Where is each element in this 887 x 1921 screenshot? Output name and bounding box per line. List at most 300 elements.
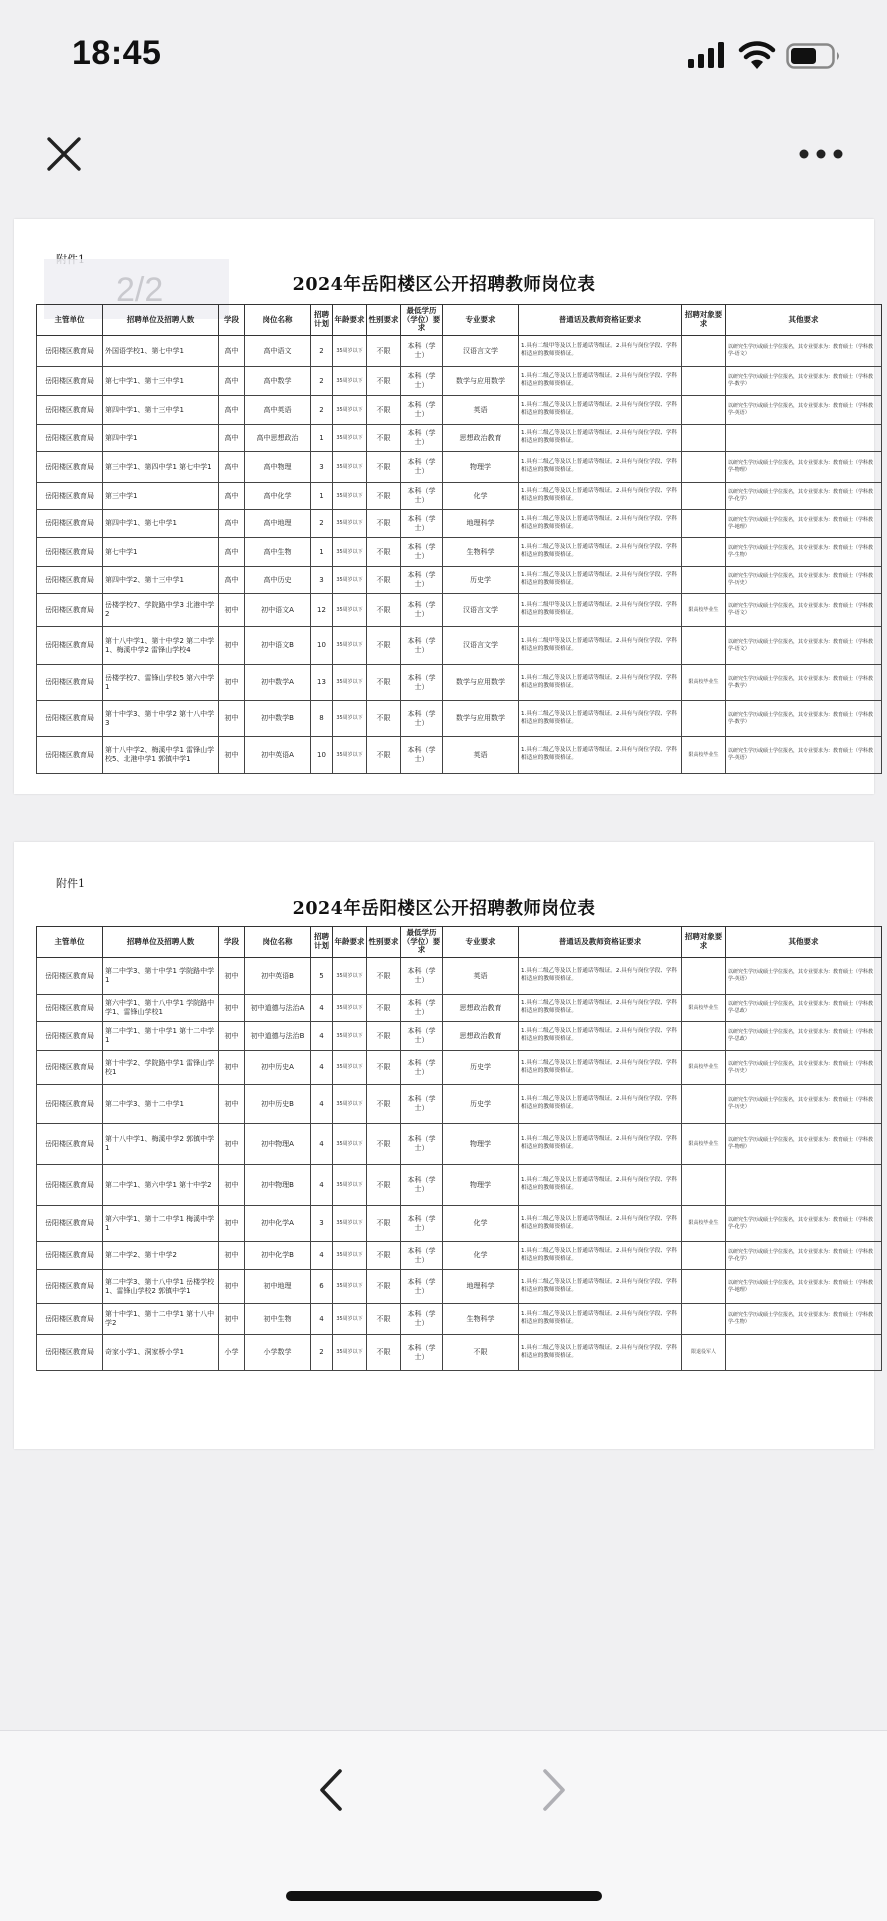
cell-quota: 4 <box>311 1051 333 1085</box>
cell-target: 限高校毕业生 <box>682 594 726 627</box>
column-header: 专业要求 <box>443 927 519 958</box>
cell-other: 以研究生学历或硕士学位报名，其专业要求为：教育硕士（学科教学-语文） <box>726 594 882 627</box>
cell-authority: 岳阳楼区教育局 <box>37 538 103 567</box>
cell-school: 岳楼学校7、学院路中学3 北港中学2 <box>103 594 219 627</box>
column-header: 最低学历（学位）要求 <box>401 927 443 958</box>
cell-education: 本科（学士） <box>401 336 443 367</box>
cell-other <box>726 425 882 452</box>
cell-certificate: 1.具有二级乙等及以上普通话等级证。2.具有与岗位学段、学科相适应的教师资格证。 <box>519 701 682 737</box>
cell-authority: 岳阳楼区教育局 <box>37 1206 103 1242</box>
cell-target <box>682 1165 726 1206</box>
cell-education: 本科（学士） <box>401 510 443 538</box>
cell-certificate: 1.具有二级乙等及以上普通话等级证。2.具有与岗位学段、学科相适应的教师资格证。 <box>519 538 682 567</box>
cell-age: 35周岁以下 <box>333 1270 367 1304</box>
cell-position: 高中化学 <box>245 483 311 510</box>
cell-certificate: 1.具有二级乙等及以上普通话等级证。2.具有与岗位学段、学科相适应的教师资格证。 <box>519 367 682 396</box>
cell-position: 高中语文 <box>245 336 311 367</box>
cell-education: 本科（学士） <box>401 737 443 774</box>
column-header: 招聘对象要求 <box>682 305 726 336</box>
annex-label: 附件1 <box>56 877 85 890</box>
column-header: 招聘对象要求 <box>682 927 726 958</box>
table-row <box>37 1165 882 1206</box>
cell-age: 35周岁以下 <box>333 1206 367 1242</box>
cell-position: 初中道德与法治A <box>245 995 311 1022</box>
cell-education: 本科（学士） <box>401 1206 443 1242</box>
cell-gender: 不限 <box>367 367 401 396</box>
cell-school: 第二中学2、第十中学2 <box>103 1242 219 1270</box>
table-row <box>37 737 882 774</box>
cell-education: 本科（学士） <box>401 665 443 701</box>
cell-certificate: 1.具有二级乙等及以上普通话等级证。2.具有与岗位学段、学科相适应的教师资格证。 <box>519 1304 682 1335</box>
cell-stage: 初中 <box>219 1206 245 1242</box>
cell-quota: 3 <box>311 567 333 594</box>
cell-major: 历史学 <box>443 567 519 594</box>
cell-target <box>682 1270 726 1304</box>
cell-position: 初中生物 <box>245 1304 311 1335</box>
cell-education: 本科（学士） <box>401 1304 443 1335</box>
cell-age: 35周岁以下 <box>333 538 367 567</box>
cell-authority: 岳阳楼区教育局 <box>37 567 103 594</box>
cell-gender: 不限 <box>367 396 401 425</box>
cell-stage: 高中 <box>219 510 245 538</box>
cell-school: 第十中学3、第十中学2 第十八中学3 <box>103 701 219 737</box>
cell-target <box>682 538 726 567</box>
cell-quota: 13 <box>311 665 333 701</box>
cell-target <box>682 425 726 452</box>
cell-education: 本科（学士） <box>401 452 443 483</box>
cell-school: 第四中学1、第七中学1 <box>103 510 219 538</box>
cell-certificate: 1.具有二级乙等及以上普通话等级证。2.具有与岗位学段、学科相适应的教师资格证。 <box>519 510 682 538</box>
cell-school: 外国语学校1、第七中学1 <box>103 336 219 367</box>
cell-quota: 2 <box>311 510 333 538</box>
column-header: 招聘计划 <box>311 927 333 958</box>
cell-target <box>682 701 726 737</box>
cell-other: 以研究生学历或硕士学位报名，其专业要求为：教育硕士（学科教学-历史） <box>726 1051 882 1085</box>
table-row <box>37 701 882 737</box>
cell-position: 初中语文A <box>245 594 311 627</box>
column-header: 普通话及教师资格证要求 <box>519 305 682 336</box>
cell-other: 以研究生学历或硕士学位报名，其专业要求为：教育硕士（学科教学-数学） <box>726 665 882 701</box>
cell-gender: 不限 <box>367 1022 401 1051</box>
column-header: 最低学历（学位）要求 <box>401 305 443 336</box>
cell-target: 限高校毕业生 <box>682 1206 726 1242</box>
cell-stage: 初中 <box>219 995 245 1022</box>
cell-authority: 岳阳楼区教育局 <box>37 1165 103 1206</box>
cell-major: 数学与应用数学 <box>443 665 519 701</box>
cell-quota: 4 <box>311 1242 333 1270</box>
table-row <box>37 396 882 425</box>
cell-education: 本科（学士） <box>401 1022 443 1051</box>
cell-quota: 4 <box>311 1124 333 1165</box>
cell-major: 思想政治教育 <box>443 995 519 1022</box>
cell-other: 以研究生学历或硕士学位报名，其专业要求为：教育硕士（学科教学-英语） <box>726 958 882 995</box>
cell-quota: 3 <box>311 1206 333 1242</box>
cell-authority: 岳阳楼区教育局 <box>37 483 103 510</box>
cell-age: 35周岁以下 <box>333 995 367 1022</box>
cell-target <box>682 1304 726 1335</box>
cell-major: 数学与应用数学 <box>443 367 519 396</box>
table-header-row <box>37 305 882 336</box>
page-indicator-text: 2/2 <box>116 271 164 309</box>
cell-education: 本科（学士） <box>401 958 443 995</box>
cell-other: 以研究生学历或硕士学位报名，其专业要求为：教育硕士（学科教学-思政） <box>726 1022 882 1051</box>
cell-authority: 岳阳楼区教育局 <box>37 1124 103 1165</box>
cell-target: 限高校毕业生 <box>682 1124 726 1165</box>
cell-other: 以研究生学历或硕士学位报名，其专业要求为：教育硕士（学科教学-历史） <box>726 567 882 594</box>
cell-gender: 不限 <box>367 567 401 594</box>
cell-education: 本科（学士） <box>401 538 443 567</box>
cell-target: 限高校毕业生 <box>682 665 726 701</box>
table-row <box>37 1242 882 1270</box>
cell-school: 第十中学2、学院路中学1 雷锋山学校1 <box>103 1051 219 1085</box>
cell-age: 35周岁以下 <box>333 1335 367 1371</box>
cell-major: 思想政治教育 <box>443 1022 519 1051</box>
table-row <box>37 1022 882 1051</box>
column-header: 性别要求 <box>367 305 401 336</box>
cell-other: 以研究生学历或硕士学位报名，其专业要求为：教育硕士（学科教学-物理） <box>726 1124 882 1165</box>
cell-certificate: 1.具有二级乙等及以上普通话等级证。2.具有与岗位学段、学科相适应的教师资格证。 <box>519 425 682 452</box>
cell-stage: 高中 <box>219 367 245 396</box>
cell-authority: 岳阳楼区教育局 <box>37 665 103 701</box>
job-table <box>36 926 882 1371</box>
cell-major: 物理学 <box>443 452 519 483</box>
cell-position: 初中道德与法治B <box>245 1022 311 1051</box>
cell-stage: 高中 <box>219 538 245 567</box>
cell-gender: 不限 <box>367 958 401 995</box>
cell-major: 历史学 <box>443 1051 519 1085</box>
cell-certificate: 1.具有二级乙等及以上普通话等级证。2.具有与岗位学段、学科相适应的教师资格证。 <box>519 1051 682 1085</box>
cell-authority: 岳阳楼区教育局 <box>37 452 103 483</box>
cell-education: 本科（学士） <box>401 995 443 1022</box>
cell-gender: 不限 <box>367 1051 401 1085</box>
cell-major: 物理学 <box>443 1165 519 1206</box>
cell-stage: 初中 <box>219 1051 245 1085</box>
cell-school: 第四中学1、第十三中学1 <box>103 396 219 425</box>
document-title: 2024年岳阳楼区公开招聘教师岗位表 <box>292 275 596 295</box>
cell-school: 第三中学1 <box>103 483 219 510</box>
cell-certificate: 1.具有二级乙等及以上普通话等级证。2.具有与岗位学段、学科相适应的教师资格证。 <box>519 483 682 510</box>
cell-school: 第七中学1 <box>103 538 219 567</box>
cell-quota: 1 <box>311 538 333 567</box>
cell-school: 第六中学1、第十二中学1 梅溪中学1 <box>103 1206 219 1242</box>
column-header: 性别要求 <box>367 927 401 958</box>
cell-other: 以研究生学历或硕士学位报名，其专业要求为：教育硕士（学科教学-化学） <box>726 1206 882 1242</box>
cell-gender: 不限 <box>367 701 401 737</box>
cell-other: 以研究生学历或硕士学位报名，其专业要求为：教育硕士（学科教学-化学） <box>726 483 882 510</box>
cell-position: 高中历史 <box>245 567 311 594</box>
column-header: 学段 <box>219 305 245 336</box>
cell-certificate: 1.具有二级乙等及以上普通话等级证。2.具有与岗位学段、学科相适应的教师资格证。 <box>519 665 682 701</box>
column-header: 招聘计划 <box>311 305 333 336</box>
cell-position: 初中地理 <box>245 1270 311 1304</box>
cell-certificate: 1.具有二级乙等及以上普通话等级证。2.具有与岗位学段、学科相适应的教师资格证。 <box>519 396 682 425</box>
cell-school: 第六中学1、第十八中学1 学院路中学1、雷锋山学校1 <box>103 995 219 1022</box>
cell-major: 地理科学 <box>443 510 519 538</box>
cell-authority: 岳阳楼区教育局 <box>37 958 103 995</box>
cell-target <box>682 1242 726 1270</box>
cell-education: 本科（学士） <box>401 567 443 594</box>
column-header: 年龄要求 <box>333 927 367 958</box>
cell-position: 初中数学A <box>245 665 311 701</box>
column-header: 招聘单位及招聘人数 <box>103 305 219 336</box>
cell-school: 第二中学3、第十中学1 学院路中学1 <box>103 958 219 995</box>
cell-gender: 不限 <box>367 538 401 567</box>
cell-position: 初中物理B <box>245 1165 311 1206</box>
cell-school: 第十八中学1、第十中学2 第二中学1、梅溪中学2 雷锋山学校4 <box>103 627 219 665</box>
cell-gender: 不限 <box>367 995 401 1022</box>
cell-other: 以研究生学历或硕士学位报名，其专业要求为：教育硕士（学科教学-历史） <box>726 1085 882 1124</box>
table-row <box>37 1206 882 1242</box>
table-row <box>37 1304 882 1335</box>
job-table <box>36 304 882 774</box>
column-header: 其他要求 <box>726 305 882 336</box>
cell-school: 第二中学3、第十二中学1 <box>103 1085 219 1124</box>
viewer-navbar <box>0 112 887 212</box>
column-header: 专业要求 <box>443 305 519 336</box>
cell-authority: 岳阳楼区教育局 <box>37 425 103 452</box>
next-page-icon[interactable] <box>535 1765 575 1815</box>
cell-major: 地理科学 <box>443 1270 519 1304</box>
cell-target <box>682 367 726 396</box>
more-options-icon[interactable] <box>798 146 844 162</box>
cell-education: 本科（学士） <box>401 1124 443 1165</box>
cell-authority: 岳阳楼区教育局 <box>37 701 103 737</box>
cell-quota: 4 <box>311 1085 333 1124</box>
cell-target <box>682 483 726 510</box>
cell-education: 本科（学士） <box>401 367 443 396</box>
table-row <box>37 1085 882 1124</box>
cell-gender: 不限 <box>367 1242 401 1270</box>
cell-education: 本科（学士） <box>401 1335 443 1371</box>
cell-major: 生物科学 <box>443 538 519 567</box>
cell-quota: 1 <box>311 425 333 452</box>
cell-gender: 不限 <box>367 425 401 452</box>
cell-position: 高中地理 <box>245 510 311 538</box>
table-row <box>37 367 882 396</box>
table-row <box>37 510 882 538</box>
close-icon[interactable] <box>44 134 84 174</box>
column-header: 岗位名称 <box>245 927 311 958</box>
cell-age: 35周岁以下 <box>333 1304 367 1335</box>
cell-stage: 初中 <box>219 737 245 774</box>
cell-major: 汉语言文学 <box>443 336 519 367</box>
cell-position: 初中英语B <box>245 958 311 995</box>
cell-target <box>682 396 726 425</box>
cell-gender: 不限 <box>367 665 401 701</box>
cell-position: 小学数学 <box>245 1335 311 1371</box>
cell-target <box>682 627 726 665</box>
cell-school: 第七中学1、第十三中学1 <box>103 367 219 396</box>
cell-gender: 不限 <box>367 1085 401 1124</box>
cell-other: 以研究生学历或硕士学位报名，其专业要求为：教育硕士（学科教学-英语） <box>726 737 882 774</box>
cell-school: 第二中学1、第六中学1 第十中学2 <box>103 1165 219 1206</box>
cell-stage: 初中 <box>219 701 245 737</box>
cell-gender: 不限 <box>367 594 401 627</box>
cell-target <box>682 567 726 594</box>
cell-stage: 初中 <box>219 1270 245 1304</box>
cell-school: 岳楼学校7、雷锋山学校5 第六中学1 <box>103 665 219 701</box>
column-header: 主管单位 <box>37 927 103 958</box>
cell-position: 高中物理 <box>245 452 311 483</box>
cell-age: 35周岁以下 <box>333 1051 367 1085</box>
cell-age: 35周岁以下 <box>333 396 367 425</box>
cell-education: 本科（学士） <box>401 425 443 452</box>
cell-target <box>682 336 726 367</box>
cell-age: 35周岁以下 <box>333 958 367 995</box>
table-row <box>37 665 882 701</box>
cell-position: 初中语文B <box>245 627 311 665</box>
cell-certificate: 1.具有二级乙等及以上普通话等级证。2.具有与岗位学段、学科相适应的教师资格证。 <box>519 1335 682 1371</box>
cell-age: 35周岁以下 <box>333 665 367 701</box>
cell-quota: 2 <box>311 367 333 396</box>
previous-page-icon[interactable] <box>310 1765 350 1815</box>
cell-age: 35周岁以下 <box>333 1022 367 1051</box>
cell-age: 35周岁以下 <box>333 567 367 594</box>
column-header: 学段 <box>219 927 245 958</box>
cell-target: 限高校毕业生 <box>682 1051 726 1085</box>
cell-other: 以研究生学历或硕士学位报名，其专业要求为：教育硕士（学科教学-地理） <box>726 1270 882 1304</box>
cell-education: 本科（学士） <box>401 483 443 510</box>
battery-icon <box>786 43 842 69</box>
cell-gender: 不限 <box>367 1206 401 1242</box>
cell-age: 35周岁以下 <box>333 483 367 510</box>
cell-certificate: 1.具有二级乙等及以上普通话等级证。2.具有与岗位学段、学科相适应的教师资格证。 <box>519 1206 682 1242</box>
cell-age: 35周岁以下 <box>333 367 367 396</box>
cell-education: 本科（学士） <box>401 627 443 665</box>
cell-target: 限退役军人 <box>682 1335 726 1371</box>
document-page-2 <box>14 842 874 1449</box>
cell-quota: 4 <box>311 1165 333 1206</box>
cell-school: 第十八中学1、梅溪中学2 郭镇中学1 <box>103 1124 219 1165</box>
cell-certificate: 1.具有二级乙等及以上普通话等级证。2.具有与岗位学段、学科相适应的教师资格证。 <box>519 1165 682 1206</box>
cell-age: 35周岁以下 <box>333 336 367 367</box>
cell-other: 以研究生学历或硕士学位报名，其专业要求为：教育硕士（学科教学-英语） <box>726 396 882 425</box>
cell-gender: 不限 <box>367 1304 401 1335</box>
cell-stage: 高中 <box>219 567 245 594</box>
column-header: 岗位名称 <box>245 305 311 336</box>
cell-other <box>726 1165 882 1206</box>
cell-education: 本科（学士） <box>401 594 443 627</box>
table-row <box>37 1124 882 1165</box>
cell-gender: 不限 <box>367 452 401 483</box>
column-header: 年龄要求 <box>333 305 367 336</box>
cell-stage: 高中 <box>219 396 245 425</box>
cell-gender: 不限 <box>367 1270 401 1304</box>
table-row <box>37 1335 882 1371</box>
cell-school: 奇家小学1、洞家桥小学1 <box>103 1335 219 1371</box>
cell-quota: 4 <box>311 1022 333 1051</box>
cell-stage: 初中 <box>219 665 245 701</box>
cell-major: 思想政治教育 <box>443 425 519 452</box>
cell-education: 本科（学士） <box>401 396 443 425</box>
cell-stage: 高中 <box>219 425 245 452</box>
cell-stage: 初中 <box>219 627 245 665</box>
cell-position: 初中英语A <box>245 737 311 774</box>
cell-school: 第三中学1、第四中学1 第七中学1 <box>103 452 219 483</box>
table-row <box>37 594 882 627</box>
table-row <box>37 1051 882 1085</box>
cell-other: 以研究生学历或硕士学位报名，其专业要求为：教育硕士（学科教学-生物） <box>726 1304 882 1335</box>
cell-education: 本科（学士） <box>401 1051 443 1085</box>
cell-education: 本科（学士） <box>401 1242 443 1270</box>
cell-certificate: 1.具有二级甲等及以上普通话等级证。2.具有与岗位学段、学科相适应的教师资格证。 <box>519 627 682 665</box>
cell-gender: 不限 <box>367 1124 401 1165</box>
cell-target: 限高校毕业生 <box>682 737 726 774</box>
home-indicator[interactable] <box>286 1891 602 1901</box>
cell-target <box>682 452 726 483</box>
cell-certificate: 1.具有二级乙等及以上普通话等级证。2.具有与岗位学段、学科相适应的教师资格证。 <box>519 995 682 1022</box>
cell-other: 以研究生学历或硕士学位报名，其专业要求为：教育硕士（学科教学-数学） <box>726 367 882 396</box>
cell-position: 初中数学B <box>245 701 311 737</box>
cell-position: 初中化学A <box>245 1206 311 1242</box>
cell-quota: 1 <box>311 483 333 510</box>
table-row <box>37 1270 882 1304</box>
cell-education: 本科（学士） <box>401 1085 443 1124</box>
cell-authority: 岳阳楼区教育局 <box>37 336 103 367</box>
cell-gender: 不限 <box>367 737 401 774</box>
cell-quota: 4 <box>311 1304 333 1335</box>
cell-quota: 3 <box>311 452 333 483</box>
cell-stage: 初中 <box>219 958 245 995</box>
cell-stage: 初中 <box>219 1304 245 1335</box>
cell-major: 不限 <box>443 1335 519 1371</box>
cell-gender: 不限 <box>367 510 401 538</box>
document-title: 2024年岳阳楼区公开招聘教师岗位表 <box>292 899 596 919</box>
table-row <box>37 336 882 367</box>
cell-authority: 岳阳楼区教育局 <box>37 1022 103 1051</box>
cell-stage: 初中 <box>219 1124 245 1165</box>
cell-school: 第十中学1、第十二中学1 第十八中学2 <box>103 1304 219 1335</box>
cell-certificate: 1.具有二级乙等及以上普通话等级证。2.具有与岗位学段、学科相适应的教师资格证。 <box>519 452 682 483</box>
cell-education: 本科（学士） <box>401 1270 443 1304</box>
cell-education: 本科（学士） <box>401 1165 443 1206</box>
cell-major: 化学 <box>443 1206 519 1242</box>
cell-position: 初中物理A <box>245 1124 311 1165</box>
cell-authority: 岳阳楼区教育局 <box>37 627 103 665</box>
cell-other: 以研究生学历或硕士学位报名，其专业要求为：教育硕士（学科教学-语文） <box>726 627 882 665</box>
column-header: 招聘单位及招聘人数 <box>103 927 219 958</box>
table-header-row <box>37 927 882 958</box>
cell-major: 化学 <box>443 483 519 510</box>
cell-position: 高中思想政治 <box>245 425 311 452</box>
cell-age: 35周岁以下 <box>333 1165 367 1206</box>
cell-authority: 岳阳楼区教育局 <box>37 1335 103 1371</box>
cell-stage: 小学 <box>219 1335 245 1371</box>
cell-certificate: 1.具有二级乙等及以上普通话等级证。2.具有与岗位学段、学科相适应的教师资格证。 <box>519 1022 682 1051</box>
cell-major: 化学 <box>443 1242 519 1270</box>
cell-authority: 岳阳楼区教育局 <box>37 1242 103 1270</box>
cell-position: 高中生物 <box>245 538 311 567</box>
cell-major: 数学与应用数学 <box>443 701 519 737</box>
cell-quota: 2 <box>311 1335 333 1371</box>
cell-quota: 2 <box>311 336 333 367</box>
cell-major: 英语 <box>443 396 519 425</box>
table-row <box>37 452 882 483</box>
cell-school: 第四中学2、第十三中学1 <box>103 567 219 594</box>
cell-major: 汉语言文学 <box>443 594 519 627</box>
cell-other: 以研究生学历或硕士学位报名，其专业要求为：教育硕士（学科教学-地理） <box>726 510 882 538</box>
cell-position: 高中英语 <box>245 396 311 425</box>
cell-quota: 5 <box>311 958 333 995</box>
cell-gender: 不限 <box>367 1335 401 1371</box>
cell-school: 第十八中学2、梅溪中学1 雷锋山学校5、北港中学1 郭镇中学1 <box>103 737 219 774</box>
cell-age: 35周岁以下 <box>333 737 367 774</box>
cell-quota: 4 <box>311 995 333 1022</box>
cell-authority: 岳阳楼区教育局 <box>37 594 103 627</box>
cell-quota: 6 <box>311 1270 333 1304</box>
cell-stage: 初中 <box>219 594 245 627</box>
cell-school: 第四中学1 <box>103 425 219 452</box>
